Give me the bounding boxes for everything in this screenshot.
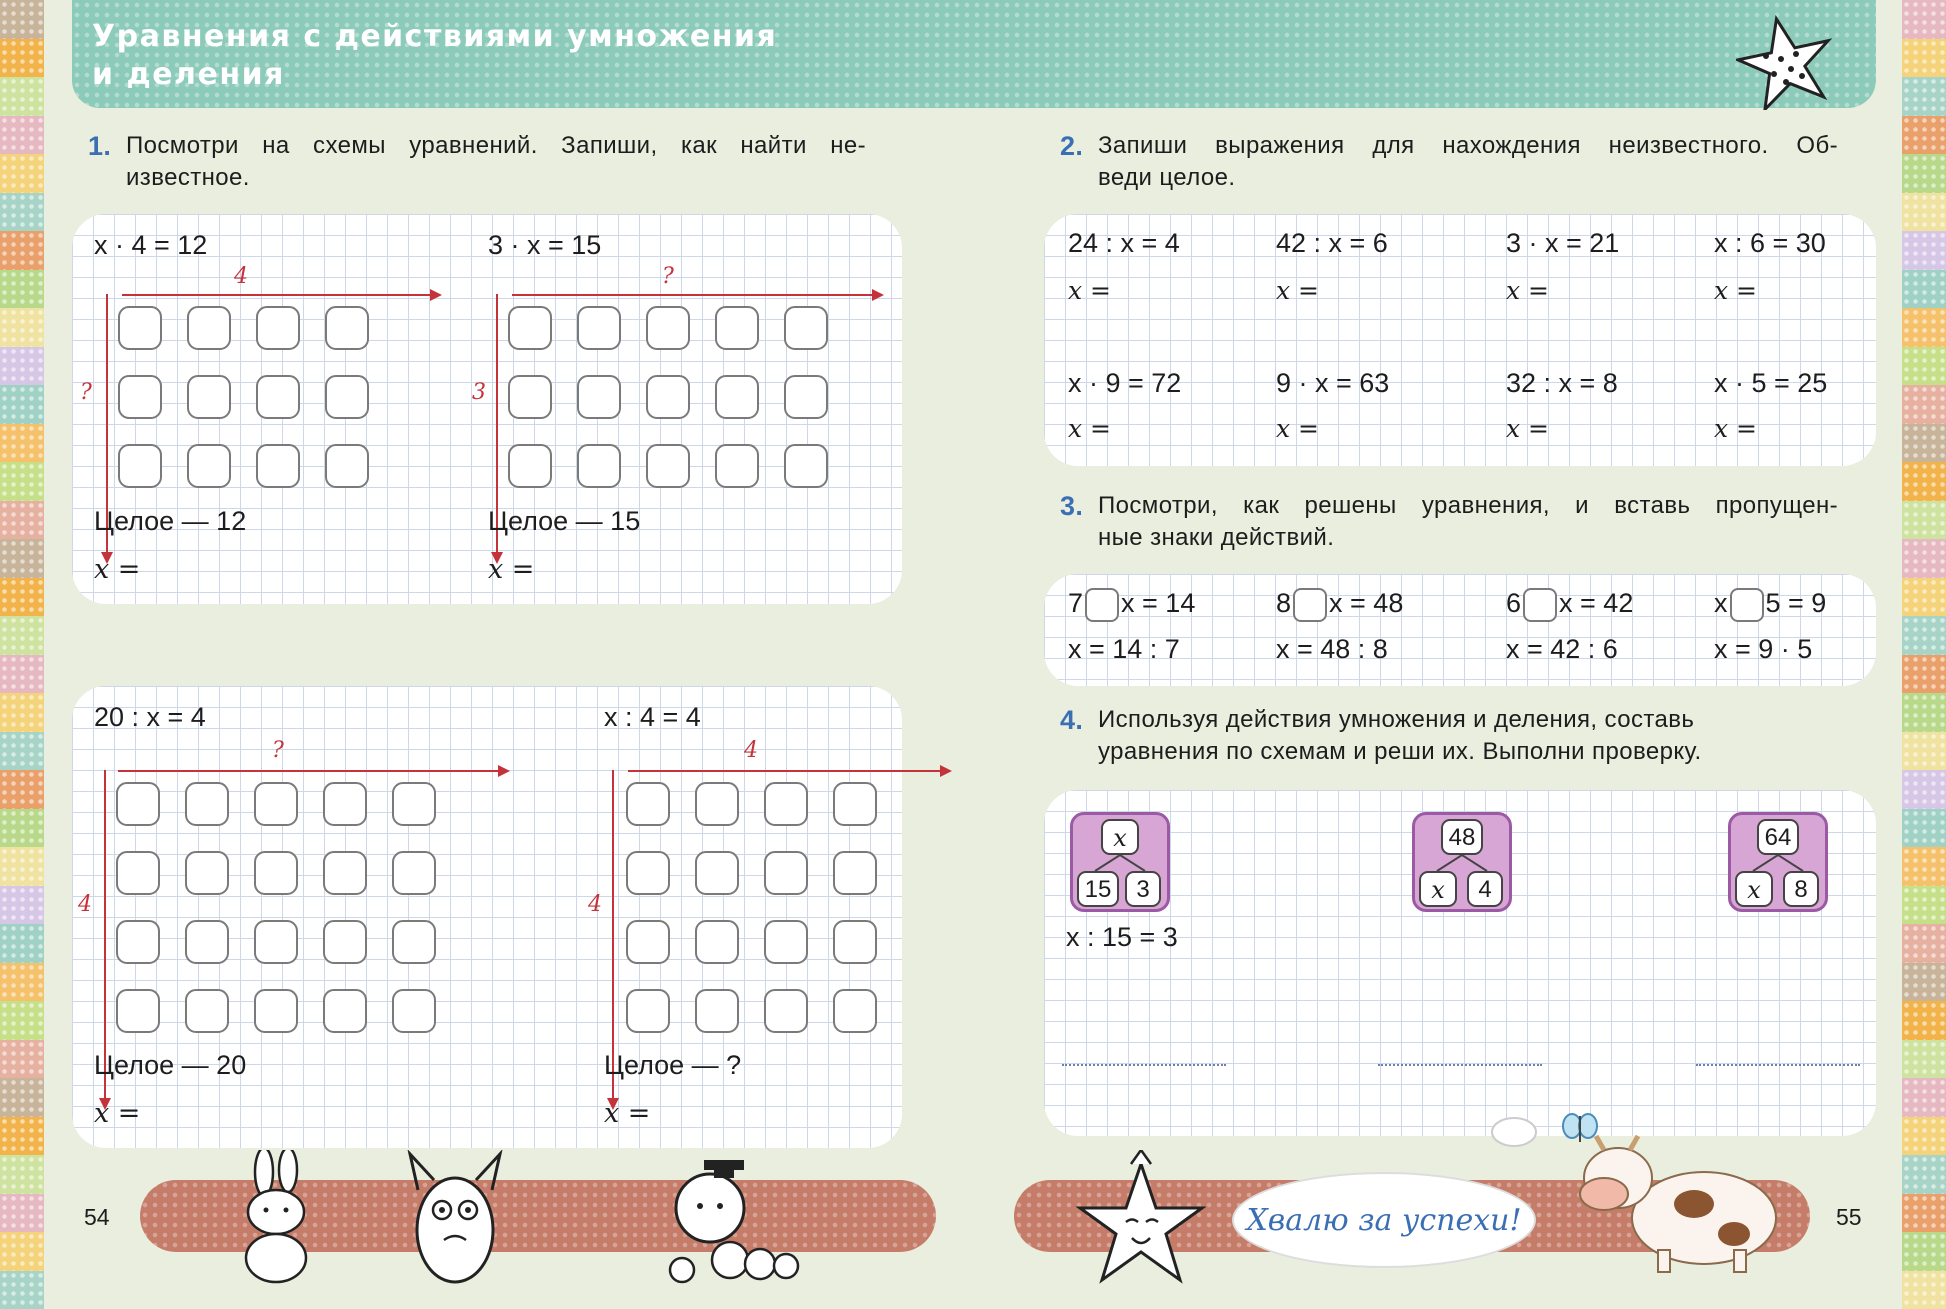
task-1-panel-top — [72, 214, 902, 604]
cell — [187, 375, 231, 419]
strip-tile — [0, 462, 44, 501]
strip-tile — [1902, 809, 1946, 848]
strip-tile — [0, 809, 44, 848]
task-4-example: x : 15 = 3 — [1066, 922, 1178, 953]
cell — [833, 989, 877, 1033]
strip-tile — [1902, 231, 1946, 270]
scheme-3-whole: Целое — 20 — [94, 1050, 246, 1081]
strip-tile — [1902, 1194, 1946, 1233]
strip-tile — [1902, 270, 1946, 309]
strip-tile — [1902, 39, 1946, 78]
star-character-icon — [1076, 1150, 1206, 1290]
tree-1-left: 15 — [1077, 871, 1119, 907]
strip-tile — [1902, 1271, 1946, 1309]
strip-tile — [0, 616, 44, 655]
strip-tile — [0, 77, 44, 116]
scheme-1-top-label: 4 — [234, 264, 248, 289]
page-number-left: 54 — [84, 1204, 110, 1231]
cell — [626, 920, 670, 964]
scheme-4-whole: Целое — ? — [604, 1050, 741, 1081]
strip-tile — [0, 1232, 44, 1271]
cell — [187, 306, 231, 350]
scheme-1-grid — [118, 306, 369, 488]
strip-tile — [1902, 693, 1946, 732]
strip-tile — [0, 308, 44, 347]
scheme-2-answer: x = — [488, 554, 534, 585]
cell — [626, 782, 670, 826]
strip-tile — [1902, 578, 1946, 617]
strip-tile — [0, 924, 44, 963]
task-2-eq-8: x · 5 = 25 — [1714, 368, 1827, 399]
tree-3-left: x — [1735, 871, 1773, 907]
cell — [508, 306, 552, 350]
cell — [833, 851, 877, 895]
task-3-item-4: x 5 = 9 — [1714, 588, 1826, 622]
cell — [626, 989, 670, 1033]
tree-2-right: 4 — [1467, 871, 1503, 907]
task-3-solution-2: x = 48 : 8 — [1276, 634, 1388, 665]
strip-tile — [0, 693, 44, 732]
cell — [646, 444, 690, 488]
cell — [256, 444, 300, 488]
cell — [764, 782, 808, 826]
cell — [185, 851, 229, 895]
cell — [577, 306, 621, 350]
bunny-icon — [224, 1150, 324, 1284]
strip-tile — [0, 385, 44, 424]
strip-tile — [0, 1194, 44, 1233]
strip-tile — [0, 1117, 44, 1156]
tree-diagram-1 — [1070, 812, 1170, 912]
cell — [833, 920, 877, 964]
tree-diagram-2 — [1412, 812, 1512, 912]
scheme-4-top-label: 4 — [744, 738, 758, 763]
page-number-right: 55 — [1836, 1204, 1862, 1231]
scheme-3-top-arrow — [118, 770, 508, 772]
strip-tile — [1902, 385, 1946, 424]
strip-tile — [0, 847, 44, 886]
strip-tile — [1902, 847, 1946, 886]
cell — [784, 306, 828, 350]
scheme-3-top-label: ? — [272, 738, 284, 763]
scheme-1-equation: x · 4 = 12 — [94, 230, 207, 261]
tree-2-left: x — [1419, 871, 1457, 907]
task-3-item-3: 6 x = 42 — [1506, 588, 1633, 622]
strip-tile — [0, 1155, 44, 1194]
cell — [325, 306, 369, 350]
task-2-eq-3: 3 · x = 21 — [1506, 228, 1619, 259]
strip-tile — [1902, 154, 1946, 193]
task-3-item-2: 8 x = 48 — [1276, 588, 1403, 622]
cell — [185, 989, 229, 1033]
cell — [695, 782, 739, 826]
task-2-answer-4: x = — [1714, 276, 1757, 305]
strip-tile — [1902, 424, 1946, 463]
strip-tile — [0, 231, 44, 270]
strip-tile — [1902, 116, 1946, 155]
scheme-3-answer: x = — [94, 1098, 140, 1129]
operator-gap[interactable] — [1293, 588, 1327, 622]
scheme-4-side-label: 4 — [588, 892, 602, 917]
strip-tile — [0, 39, 44, 78]
cell — [577, 375, 621, 419]
cell — [185, 782, 229, 826]
strip-tile — [1902, 539, 1946, 578]
strip-tile — [0, 501, 44, 540]
cell — [764, 989, 808, 1033]
cell — [646, 375, 690, 419]
thought-bubble-icon — [1490, 1116, 1538, 1148]
operator-gap[interactable] — [1730, 588, 1764, 622]
strip-tile — [0, 655, 44, 694]
operator-gap[interactable] — [1085, 588, 1119, 622]
praise-bubble: Хвалю за успехи! — [1232, 1172, 1536, 1268]
scheme-2-side-label: 3 — [472, 380, 486, 405]
task-3-solution-1: x = 14 : 7 — [1068, 634, 1180, 665]
task-4-panel — [1044, 790, 1876, 1136]
cell — [254, 851, 298, 895]
task-2-eq-7: 32 : x = 8 — [1506, 368, 1618, 399]
cell — [116, 989, 160, 1033]
scheme-1-top-arrow — [122, 294, 440, 296]
task-2-instruction: 2. Запиши выражения для нахождения неизвестного. Об- веди целое. — [1098, 130, 1838, 194]
strip-tile — [0, 347, 44, 386]
strip-tile — [0, 1001, 44, 1040]
cell — [392, 989, 436, 1033]
operator-gap[interactable] — [1523, 588, 1557, 622]
cell — [508, 444, 552, 488]
cell — [323, 920, 367, 964]
task-2-answer-8: x = — [1714, 414, 1757, 443]
cell — [508, 375, 552, 419]
cell — [323, 851, 367, 895]
strip-tile — [1902, 963, 1946, 1002]
strip-tile — [0, 732, 44, 771]
scheme-4-top-arrow — [628, 770, 950, 772]
task-3-panel — [1044, 574, 1876, 686]
answer-line-1[interactable] — [1062, 1064, 1226, 1066]
scheme-2-top-label: ? — [662, 264, 674, 289]
cell — [323, 989, 367, 1033]
strip-tile — [1902, 193, 1946, 232]
task-2-panel — [1044, 214, 1876, 466]
cell — [764, 920, 808, 964]
task-3-solution-3: x = 42 : 6 — [1506, 634, 1618, 665]
cell — [118, 444, 162, 488]
strip-tile — [1902, 655, 1946, 694]
strip-tile — [1902, 308, 1946, 347]
cell — [695, 989, 739, 1033]
cell — [323, 782, 367, 826]
task-3-instruction: 3. Посмотри, как решены уравнения, и вставь пропущен- ные знаки действий. — [1098, 490, 1838, 554]
task-1-instruction: 1. Посмотри на схемы уравнений. Запиши, как найти не- известное. — [126, 130, 866, 194]
task-4-instruction: 4. Используя действия умножения и деления, составь уравнения по схемам и реши их. Выполни проверку. — [1098, 704, 1838, 768]
strip-tile — [0, 154, 44, 193]
monster-icon — [400, 1150, 510, 1290]
tree-3-top: 64 — [1757, 819, 1799, 855]
scheme-4-grid — [626, 782, 877, 1033]
strip-tile — [0, 1078, 44, 1117]
cell — [325, 444, 369, 488]
strip-tile — [0, 963, 44, 1002]
strip-tile — [1902, 462, 1946, 501]
task-3-solution-4: x = 9 · 5 — [1714, 634, 1812, 665]
strip-tile — [1902, 1117, 1946, 1156]
page-header — [72, 0, 1876, 108]
strip-tile — [1902, 1155, 1946, 1194]
strip-tile — [1902, 770, 1946, 809]
task-2-eq-5: x · 9 = 72 — [1068, 368, 1181, 399]
scheme-3-grid — [116, 782, 436, 1033]
strip-tile — [1902, 732, 1946, 771]
strip-tile — [0, 886, 44, 925]
strip-tile — [0, 193, 44, 232]
cell — [646, 306, 690, 350]
task-3-item-1: 7 x = 14 — [1068, 588, 1195, 622]
tree-1-top: x — [1101, 819, 1139, 855]
page-title: Уравнения с действиями умножения и деления — [92, 18, 777, 94]
answer-line-3[interactable] — [1696, 1064, 1860, 1066]
task-2-answer-1: x = — [1068, 276, 1111, 305]
cell — [116, 920, 160, 964]
task-2-eq-2: 42 : x = 6 — [1276, 228, 1388, 259]
scheme-1-side-label: ? — [80, 380, 92, 405]
cell — [254, 989, 298, 1033]
strip-tile — [0, 1040, 44, 1079]
tree-2-top: 48 — [1441, 819, 1483, 855]
star-icon — [1736, 14, 1836, 110]
scheme-2-grid — [508, 306, 828, 488]
cell — [187, 444, 231, 488]
task-1-panel-bottom — [72, 686, 902, 1148]
cell — [325, 375, 369, 419]
cell — [715, 444, 759, 488]
strip-tile — [1902, 347, 1946, 386]
strip-tile — [0, 770, 44, 809]
strip-tile — [0, 116, 44, 155]
cell — [695, 851, 739, 895]
cell — [715, 306, 759, 350]
strip-tile — [0, 1271, 44, 1309]
strip-tile — [0, 539, 44, 578]
tree-diagram-3 — [1728, 812, 1828, 912]
caterpillar-icon — [660, 1158, 810, 1288]
cell — [118, 375, 162, 419]
tree-1-right: 3 — [1125, 871, 1161, 907]
strip-tile — [0, 424, 44, 463]
strip-tile — [0, 578, 44, 617]
strip-tile — [1902, 77, 1946, 116]
task-2-answer-6: x = — [1276, 414, 1319, 443]
right-decor-strip — [1902, 0, 1946, 1297]
cell — [784, 375, 828, 419]
cell — [118, 306, 162, 350]
strip-tile — [0, 0, 44, 39]
cell — [116, 782, 160, 826]
cell — [784, 444, 828, 488]
strip-tile — [1902, 886, 1946, 925]
strip-tile — [1902, 1232, 1946, 1271]
strip-tile — [1902, 924, 1946, 963]
tree-3-right: 8 — [1783, 871, 1819, 907]
scheme-3-side-label: 4 — [78, 892, 92, 917]
strip-tile — [1902, 1040, 1946, 1079]
scheme-2-equation: 3 · x = 15 — [488, 230, 601, 261]
scheme-4-equation: x : 4 = 4 — [604, 702, 701, 733]
cell — [626, 851, 670, 895]
task-2-eq-6: 9 · x = 63 — [1276, 368, 1389, 399]
cell — [254, 782, 298, 826]
scheme-2-top-arrow — [512, 294, 882, 296]
scheme-1-whole: Целое — 12 — [94, 506, 246, 537]
strip-tile — [1902, 1001, 1946, 1040]
cell — [185, 920, 229, 964]
left-decor-strip — [0, 0, 44, 1297]
cell — [695, 920, 739, 964]
strip-tile — [1902, 616, 1946, 655]
task-2-answer-2: x = — [1276, 276, 1319, 305]
task-2-answer-5: x = — [1068, 414, 1111, 443]
cell — [254, 920, 298, 964]
answer-line-2[interactable] — [1378, 1064, 1542, 1066]
scheme-2-whole: Целое — 15 — [488, 506, 640, 537]
task-2-eq-4: x : 6 = 30 — [1714, 228, 1826, 259]
cell — [577, 444, 621, 488]
cell — [392, 920, 436, 964]
task-2-eq-1: 24 : x = 4 — [1068, 228, 1180, 259]
cell — [833, 782, 877, 826]
task-2-answer-7: x = — [1506, 414, 1549, 443]
cell — [715, 375, 759, 419]
cell — [256, 375, 300, 419]
cell — [764, 851, 808, 895]
strip-tile — [1902, 0, 1946, 39]
cell — [116, 851, 160, 895]
strip-tile — [1902, 501, 1946, 540]
strip-tile — [0, 270, 44, 309]
cell — [256, 306, 300, 350]
scheme-4-answer: x = — [604, 1098, 650, 1129]
scheme-1-answer: x = — [94, 554, 140, 585]
cell — [392, 782, 436, 826]
scheme-3-equation: 20 : x = 4 — [94, 702, 206, 733]
task-2-answer-3: x = — [1506, 276, 1549, 305]
cow-icon — [1574, 1134, 1784, 1274]
strip-tile — [1902, 1078, 1946, 1117]
cell — [392, 851, 436, 895]
